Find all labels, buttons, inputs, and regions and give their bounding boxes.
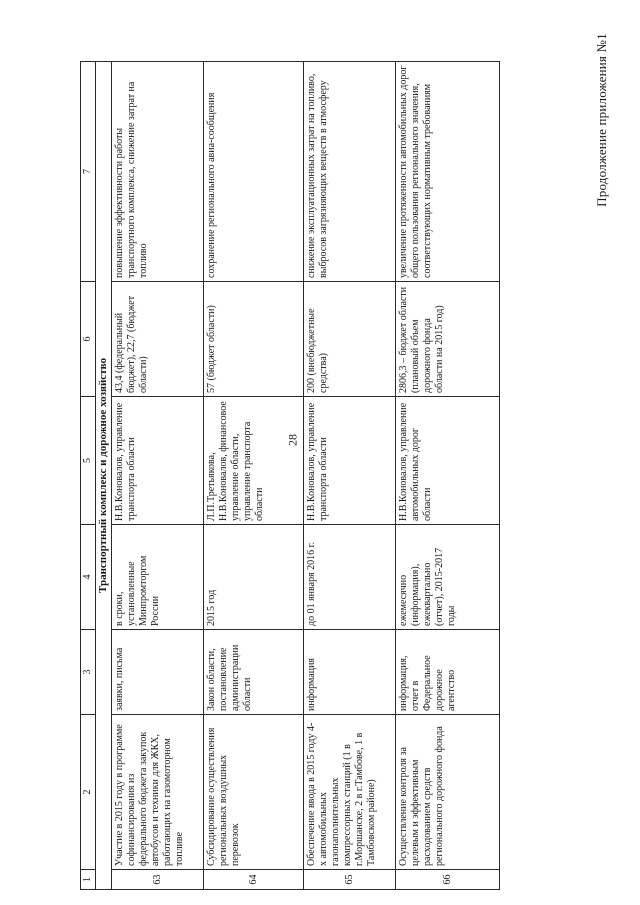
column-header: 5 (81, 397, 96, 525)
page-number-text: 28 (285, 434, 300, 446)
result-cell: снижение эксплуатационных затрат на топливо, выбросов загрязняющих веществ в атмосферу (304, 62, 396, 282)
section-row (96, 62, 112, 890)
deadline-cell: 2015 год (204, 525, 304, 630)
row-number: 66 (396, 870, 500, 890)
table-row (396, 62, 500, 890)
column-header: 7 (81, 62, 96, 282)
document-cell: информация (304, 630, 396, 715)
measure-cell: Участие в 2015 году в программе софинансирования из федерального бюджета закупок автобусов и техники для ЖКХ, работающих на газомоторном топливе (112, 715, 204, 870)
responsible-cell: Л.П.Третьякова, Н.В.Коновалов, финансовое управление области, управление транспорта области (204, 397, 304, 525)
responsible-cell: Н.В.Коновалов, управление транспорта области (304, 397, 396, 525)
result-cell: повышение эффективности работы транспортного комплекса, снижение затрат на топливо (112, 62, 204, 282)
column-number-row (81, 62, 96, 890)
deadline-cell: в сроки, установленные Минпромторгом России (112, 525, 204, 630)
row-number: 65 (304, 870, 396, 890)
appendix-caption-text: Продолжение приложения №1 (594, 33, 609, 207)
row-number: 64 (204, 870, 304, 890)
document-cell: Закон области, постановление администрации области (204, 630, 304, 715)
deadline-cell: ежемесячно (информация), ежеквартально (отчет), 2015-2017 годы (396, 525, 500, 630)
measure-cell: Обеспечение ввода в 2015 году 4-х автомобильных газонаполнительных компрессорных станций (1 в г.Моршанске, 2 в г.Тамбове, 1 в Тамбовском районе) (304, 715, 396, 870)
section-title: Транспортный комплекс и дорожное хозяйство (96, 62, 112, 890)
column-header: 3 (81, 630, 96, 715)
document-cell: информация, отчет в Федеральное дорожное агентство (396, 630, 500, 715)
funding-cell: 2806,3 – бюджет области (плановый объем дорожного фонда области на 2015 год) (396, 282, 500, 397)
measure-cell: Субсидирование осуществления региональных воздушных перевозок (204, 715, 304, 870)
responsible-cell: Н.В.Коновалов, управление транспорта области (112, 397, 204, 525)
measure-cell: Осуществление контроля за целевым и эффективным расходованием средств регионального дорожного фонда (396, 715, 500, 870)
table-row (112, 62, 204, 890)
column-header: 2 (81, 715, 96, 870)
funding-cell: 57 (бюджет области) (204, 282, 304, 397)
table-row (204, 62, 304, 890)
funding-cell: 200 (внебюджетные средства) (304, 282, 396, 397)
result-cell: сохранение регионального авиа-сообщения (204, 62, 304, 282)
responsible-cell: Н.В.Коновалов, управление автомобильных дорог области (396, 397, 500, 525)
document-cell: заявки, письма (112, 630, 204, 715)
rotated-table-container (80, 62, 500, 890)
column-header: 4 (81, 525, 96, 630)
column-header: 1 (81, 870, 96, 890)
column-header: 6 (81, 282, 96, 397)
row-number: 63 (112, 870, 204, 890)
funding-cell: 43,4 (федеральный бюджет), 22,7 (бюджет области) (112, 282, 204, 397)
measures-table (80, 61, 500, 890)
appendix-caption (577, 0, 627, 240)
deadline-cell: до 01 января 2016 г. (304, 525, 396, 630)
table-row (304, 62, 396, 890)
result-cell: увеличение протяженности автомобильных дорог общего пользования регионального значения, соответствующих нормативным требованиям (396, 62, 500, 282)
